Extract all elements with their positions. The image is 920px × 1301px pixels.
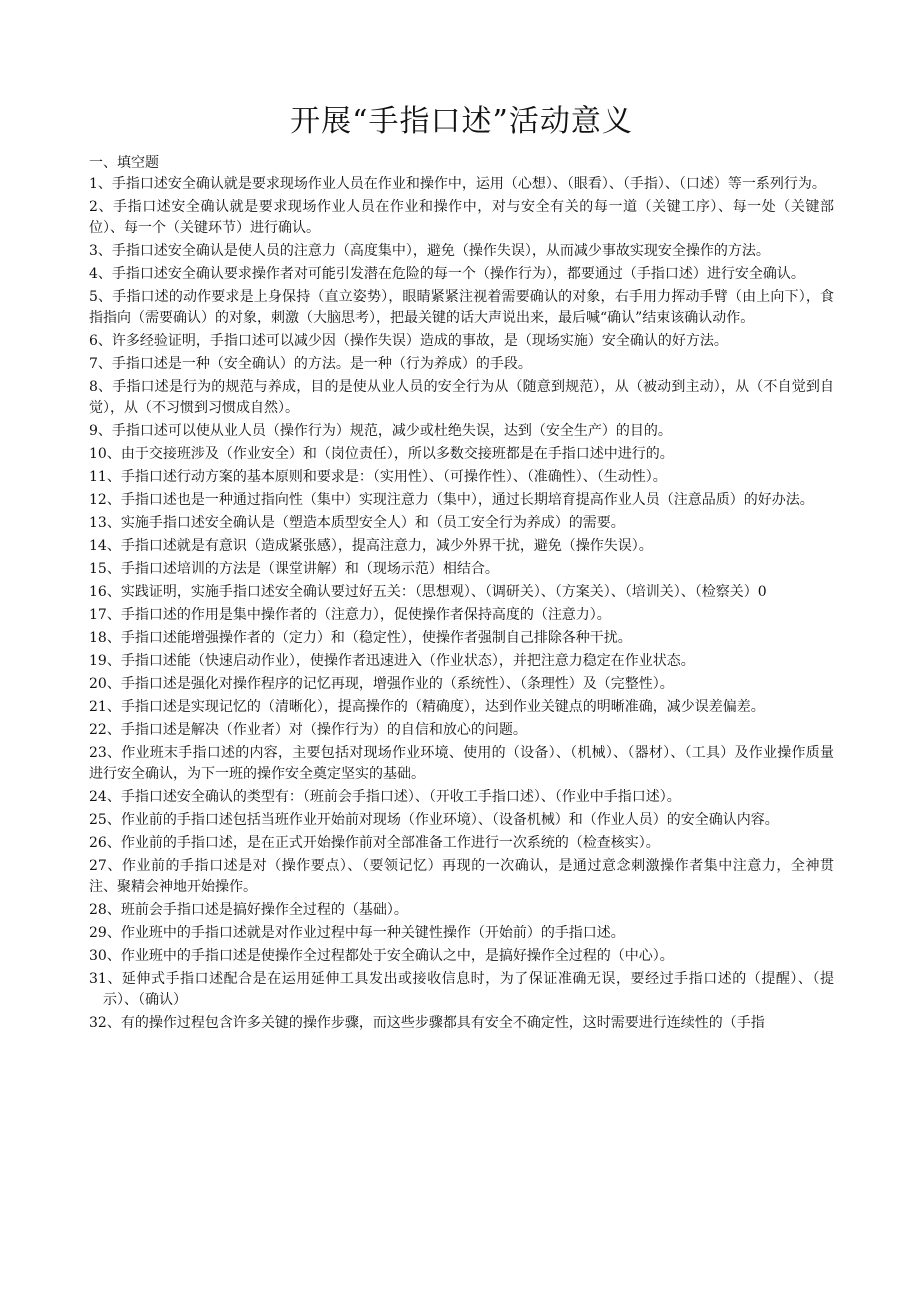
question-item: 7、手指口述是一种（安全确认）的方法。是一种（行为养成）的手段。 [89,356,532,372]
question-item: 3、手指口述安全确认是使人员的注意力（高度集中），避免（操作失误），从而减少事故实现安全操作的方法。 [89,243,770,259]
question-item: 24、手指口述安全确认的类型有：（班前会手指口述）、（开收工手指口述）、（作业中手指口述）。 [89,789,681,805]
question-item: 25、作业前的手指口述包括当班作业开始前对现场（作业环境）、（设备机械）和（作业人员）的安全确认内容。 [89,812,779,828]
question-item: 10、由于交接班涉及（作业安全）和（岗位责任），所以多数交接班都是在手指口述中进行的。 [89,446,674,462]
question-item: 17、手指口述的作用是集中操作者的（注意力），促使操作者保持高度的（注意力）。 [89,607,611,623]
question-item: 32、有的操作过程包含许多关键的操作步骤，而这些步骤都具有安全不确定性，这时需要进行连续性的（手指 [89,1015,765,1031]
question-item: 2、手指口述安全确认就是要求现场作业人员在作业和操作中，对与安全有关的每一道（关键工序）、每一处（关键部位）、每一个（关键环节）进行确认。 [89,199,834,236]
question-item: 15、手指口述培训的方法是（课堂讲解）和（现场示范）相结合。 [89,561,499,577]
question-item: 27、作业前的手指口述是对（操作要点）、（要领记忆）再现的一次确认，是通过意念刺激操作者集中注意力，全神贯注、聚精会神地开始操作。 [89,858,834,895]
question-list [89,174,834,1034]
question-item: 12、手指口述也是一种通过指向性（集中）实现注意力（集中），通过长期培育提高作业人员（注意品质）的好办法。 [89,492,814,508]
question-item: 29、作业班中的手指口述就是对作业过程中每一种关键性操作（开始前）的手指口述。 [89,925,625,941]
question-item: 9、手指口述可以使从业人员（操作行为）规范，减少或杜绝失误，达到（安全生产）的目的。 [89,423,672,439]
document-title: 开展“手指口述”活动意义 [290,104,633,139]
question-item: 23、作业班末手指口述的内容，主要包括对现场作业环境、使用的（设备）、（机械）、（器材）、（工具）及作业操作质量进行安全确认，为下一班的操作安全奠定坚实的基础。 [89,745,834,782]
question-item: 11、手指口述行动方案的基本原则和要求是：（实用性）、（可操作性）、（准确性）、（生动性）。 [89,469,667,485]
question-item: 6、许多经验证明，手指口述可以减少因（操作失误）造成的事故，是（现场实施）安全确认的好方法。 [89,333,728,349]
question-item: 21、手指口述是实现记忆的（清晰化），提高操作的（精确度），达到作业关键点的明晰准确，减少误差偏差。 [89,699,765,715]
question-item: 22、手指口述是解决（作业者）对（操作行为）的自信和放心的问题。 [89,722,527,738]
question-item: 1、手指口述安全确认就是要求现场作业人员在作业和操作中，运用（心想）、（眼看）、（手指）、（口述）等一系列行为。 [89,176,826,192]
question-item: 20、手指口述是强化对操作程序的记忆再现，增强作业的（系统性）、（条理性）及（完整性）。 [89,676,674,692]
question-item: 14、手指口述就是有意识（造成紧张感），提高注意力，减少外界干扰，避免（操作失误）。 [89,538,653,554]
question-item: 19、手指口述能（快速启动作业），使操作者迅速进入（作业状态），并把注意力稳定在作业状态。 [89,653,695,669]
question-item: 31、延伸式手指口述配合是在运用延伸工具发出或接收信息时，为了保证准确无误，要经过手指口述的（提醒）、（提示）、（确认） [89,971,834,1008]
question-item: 4、手指口述安全确认要求操作者对可能引发潜在危险的每一个（操作行为），都要通过（手指口述）进行安全确认。 [89,266,805,282]
question-item: 5、手指口述的动作要求是上身保持（直立姿势），眼睛紧紧注视着需要确认的对象，右手用力挥动手臂（由上向下），食指指向（需要确认）的对象，刺激（大脑思考），把最关键的话大声说出来，最后喊“确认”结束该确认动作。 [89,289,834,326]
question-item: 13、实施手指口述安全确认是（塑造本质型安全人）和（员工安全行为养成）的需要。 [89,515,625,531]
question-item: 28、班前会手指口述是搞好操作全过程的（基础）。 [89,902,408,918]
section-heading: 一、填空题 [89,155,159,171]
question-item: 30、作业班中的手指口述是使操作全过程都处于安全确认之中，是搞好操作全过程的（中心）。 [89,948,674,964]
question-item: 18、手指口述能增强操作者的（定力）和（稳定性），使操作者强制自己排除各种干扰。 [89,630,632,646]
question-item: 8、手指口述是行为的规范与养成，目的是使从业人员的安全行为从（随意到规范），从（被动到主动），从（不自觉到自觉），从（不习惯到习惯成自然）。 [89,379,834,416]
question-item: 16、实践证明，实施手指口述安全确认要过好五关：（思想观）、（调研关）、（方案关）、（培训关）、（检察关）0 [89,584,767,600]
question-item: 26、作业前的手指口述，是在正式开始操作前对全部准备工作进行一次系统的（检查核实）。 [89,835,660,851]
